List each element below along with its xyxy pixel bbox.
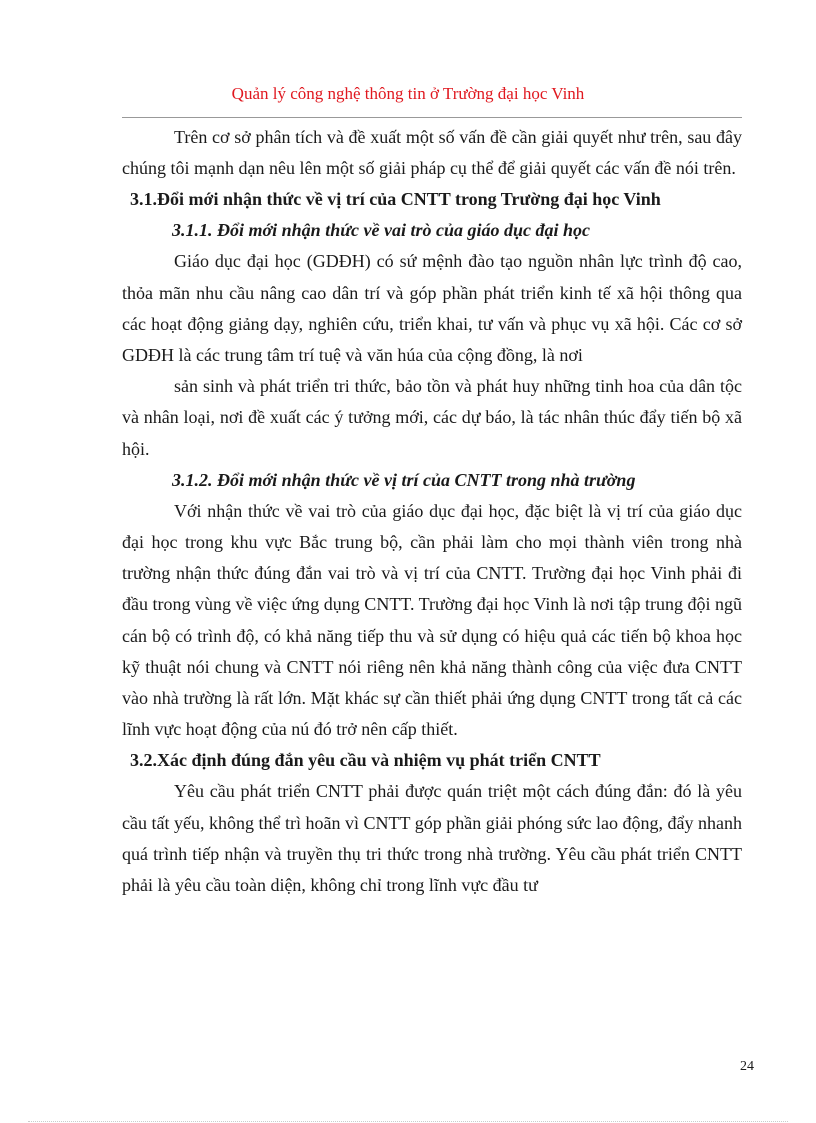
paragraph-3-1-1-a: Giáo dục đại học (GDĐH) có sứ mệnh đào tạo nguồn nhân lực trình độ cao, thỏa mãn nhu cầu nâng cao dân trí và góp phần phát triển kinh tế xã hội thông qua các hoạt động giảng dạy, nghiên cứu, triển khai, tư vấn và phục vụ xã hội. Các cơ sở GDĐH là các trung tâm trí tuệ và văn húa của cộng đồng, là nơi [122, 251, 742, 366]
section-heading-3-2: 3.2.Xác định đúng đắn yêu cầu và nhiệm vụ phát triển CNTT [130, 750, 601, 771]
subsection-heading-3-1-1: 3.1.1. Đổi mới nhận thức về vai trò của giáo dục đại học [172, 220, 590, 241]
running-header: Quản lý công nghệ thông tin ở Trường đại học Vinh [231, 84, 585, 103]
paragraph-3-2: Yêu cầu phát triển CNTT phải được quán triệt một cách đúng đắn: đó là yêu cầu tất yếu, không thể trì hoãn vì CNTT góp phần giải phóng sức lao động, đẩy nhanh quá trình tiếp nhận và truyền thụ tri thức trong nhà trường. Yêu cầu phát triển CNTT phải là yêu cầu toàn diện, không chỉ trong lĩnh vực đầu tư [122, 781, 742, 896]
subsection-heading-3-1-2: 3.1.2. Đổi mới nhận thức về vị trí của CNTT trong nhà trường [172, 469, 636, 490]
page-bottom-divider [28, 1121, 788, 1122]
paragraph-3-1-1-b: sản sinh và phát triển tri thức, bảo tồn và phát huy những tinh hoa của dân tộc và nhân loại, nơi đề xuất các ý tưởng mới, các dự báo, là tác nhân thúc đẩy tiến bộ xã hội. [122, 376, 742, 459]
paragraph-3-1-2: Với nhận thức về vai trò của giáo dục đại học, đặc biệt là vị trí của giáo dục đại học trong khu vực Bắc trung bộ, cần phải làm cho mọi thành viên trong nhà trường nhận thức đúng đắn vai trò và vị trí của CNTT. Trường đại học Vinh phải đi đầu trong vùng về việc ứng dụng CNTT. Trường đại học Vinh là nơi tập trung đội ngũ cán bộ có trình độ, có khả năng tiếp thu và sử dụng có hiệu quả các tiến bộ khoa học kỹ thuật nói chung và CNTT nói riêng nên khả năng thành công của việc đưa CNTT vào nhà trường là rất lớn. Mặt khác sự cần thiết phải ứng dụng CNTT trong tất cả các lĩnh vực hoạt động của nú đó trở nên cấp thiết. [122, 500, 742, 740]
intro-paragraph: Trên cơ sở phân tích và đề xuất một số vấn đề cần giải quyết như trên, sau đây chúng tôi mạnh dạn nêu lên một số giải pháp cụ thể để giải quyết các vấn đề nói trên. [122, 127, 742, 179]
section-heading-3-1: 3.1.Đổi mới nhận thức về vị trí của CNTT trong Trường đại học Vinh [130, 189, 661, 210]
page-number: 24 [740, 1059, 754, 1074]
document-body [122, 118, 742, 901]
